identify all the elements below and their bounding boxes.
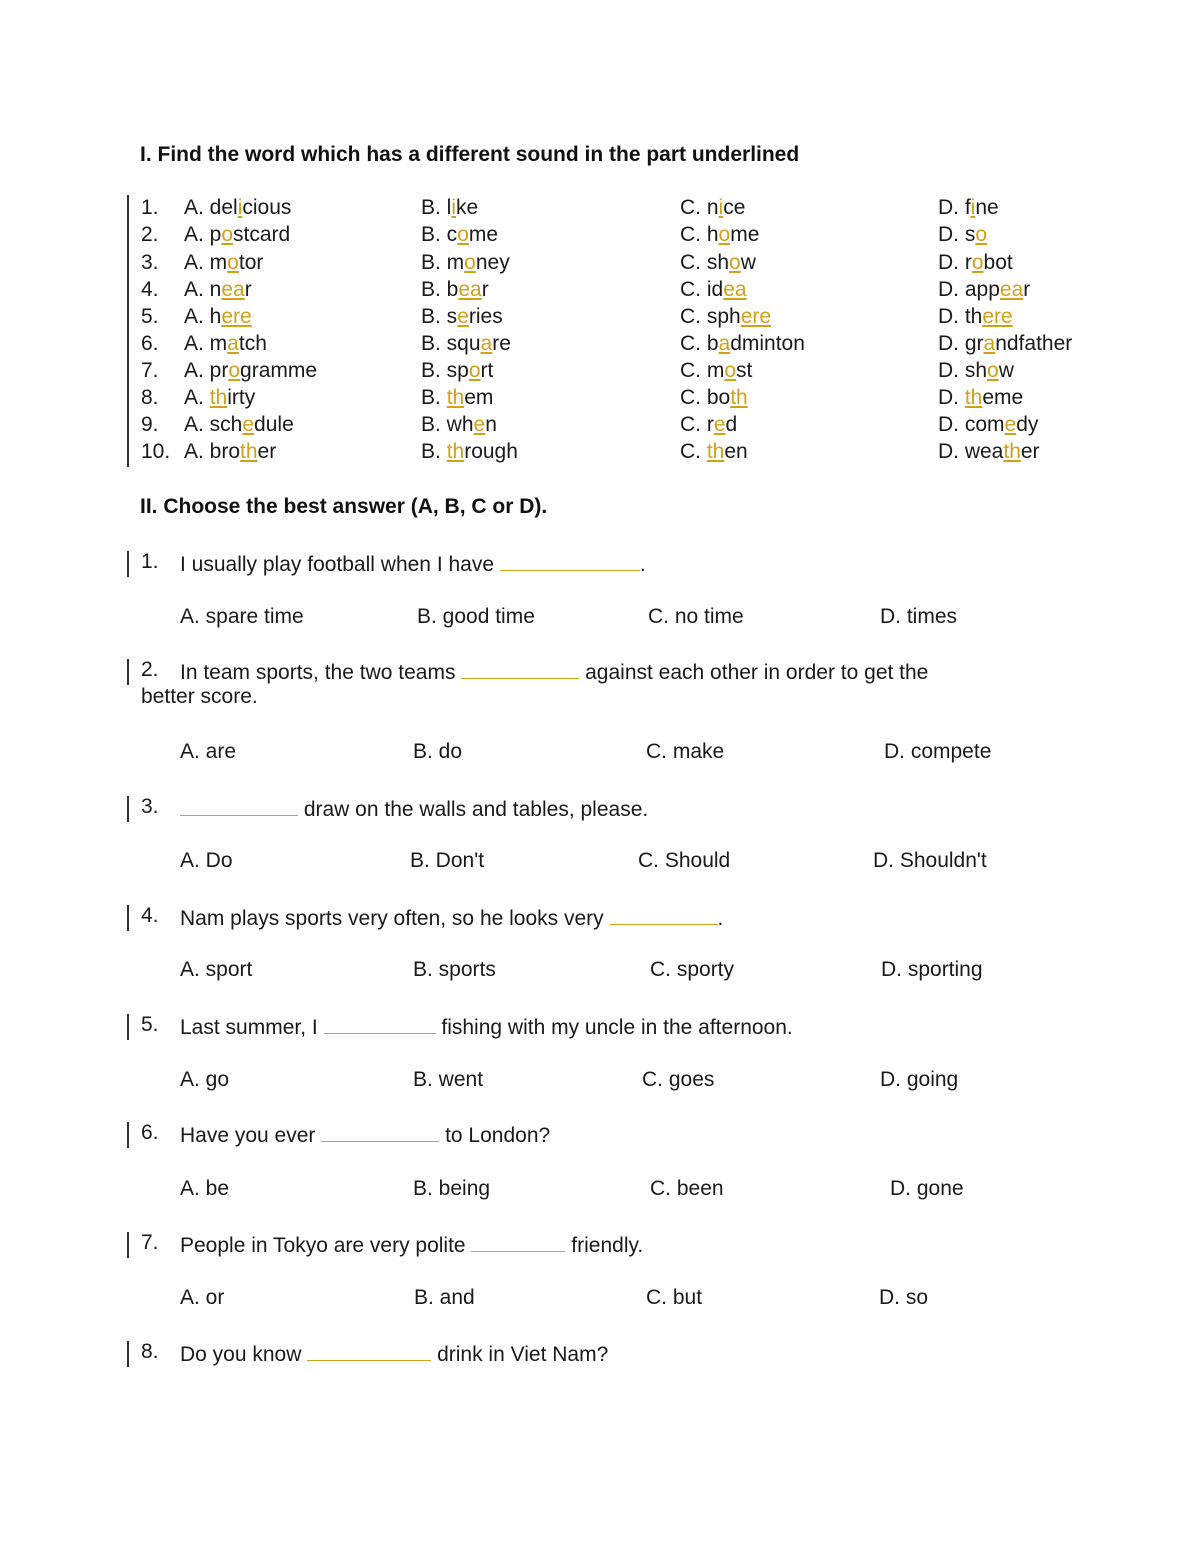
- question-text-before-blank: I usually play football when I have: [180, 553, 500, 576]
- option-d: [938, 305, 1013, 329]
- answer-option-d: D. times: [880, 605, 958, 628]
- underlined-letters: o: [228, 359, 241, 382]
- question-text: [180, 1231, 643, 1258]
- word-part: D.: [938, 386, 965, 409]
- question-text-after-blank: to London?: [439, 1124, 551, 1147]
- answer-blank: [461, 658, 579, 679]
- word-part: ce: [723, 196, 746, 219]
- question-margin-bar: [127, 659, 129, 685]
- question-number: 7.: [141, 1231, 159, 1254]
- answer-option-d: D. gone: [890, 1177, 964, 1200]
- question-margin-bar: [127, 905, 129, 931]
- question-text-after-blank: fishing with my uncle in the afternoon.: [435, 1016, 793, 1039]
- item-number: 3.: [141, 251, 159, 274]
- word-part: B. l: [421, 196, 452, 219]
- option-c: [680, 440, 748, 464]
- underlined-letters: o: [457, 223, 469, 246]
- answer-option-c: C. no time: [648, 605, 744, 628]
- word-part: A. sch: [184, 413, 243, 436]
- option-d: [938, 386, 1023, 410]
- question-text: [180, 1121, 550, 1148]
- underlined-letters: ere: [740, 305, 772, 328]
- underlined-letters: ea: [458, 278, 482, 301]
- answer-option-d: D. going: [880, 1068, 959, 1091]
- underlined-letters: th: [240, 440, 258, 463]
- word-part: C. r: [680, 413, 714, 436]
- answer-option-c: C. Should: [638, 849, 731, 872]
- item-number: 1.: [141, 196, 159, 219]
- option-a: [184, 386, 255, 410]
- word-part: D. th: [938, 305, 983, 328]
- answer-blank: [307, 1340, 431, 1361]
- option-a: [184, 196, 291, 220]
- underlined-letters: o: [975, 223, 988, 246]
- word-part: r: [244, 278, 252, 301]
- word-part: A.: [184, 386, 210, 409]
- option-b: [421, 305, 503, 329]
- word-part: A. h: [184, 305, 222, 328]
- option-d: [938, 251, 1013, 275]
- word-part: B. sp: [421, 359, 469, 382]
- option-a: [184, 440, 276, 464]
- word-part: rt: [480, 359, 494, 382]
- word-part: r: [1023, 278, 1031, 301]
- word-part: me: [468, 223, 499, 246]
- word-part: me: [730, 223, 760, 246]
- option-b: [421, 278, 489, 302]
- underlined-letters: ea: [221, 278, 245, 301]
- underlined-letters: th: [446, 440, 465, 463]
- question-number: 5.: [141, 1013, 159, 1036]
- word-part: ndfather: [995, 332, 1073, 355]
- underlined-letters: th: [730, 386, 748, 409]
- word-part: D. s: [938, 223, 976, 246]
- question-text-after-blank: .: [639, 553, 646, 576]
- word-part: D. sh: [938, 359, 988, 382]
- underlined-letters: ere: [221, 305, 252, 328]
- answer-blank: [610, 904, 718, 925]
- underlined-letters: th: [209, 386, 228, 409]
- word-part: D. r: [938, 251, 972, 274]
- option-a: [184, 413, 294, 437]
- option-d: [938, 278, 1030, 302]
- underlined-letters: th: [446, 386, 465, 409]
- word-part: D. app: [938, 278, 1000, 301]
- word-part: B. c: [421, 223, 458, 246]
- question-margin-bar: [127, 1014, 129, 1040]
- item-number: 9.: [141, 413, 159, 436]
- question-text-before-blank: Last summer, I: [180, 1016, 324, 1039]
- underlined-letters: e: [713, 413, 726, 436]
- word-part: A. pr: [184, 359, 229, 382]
- underlined-letters: ere: [982, 305, 1013, 328]
- word-part: C. sph: [680, 305, 741, 328]
- question-text-before-blank: Nam plays sports very often, so he looks very: [180, 907, 610, 930]
- word-part: st: [736, 359, 753, 382]
- underlined-letters: o: [971, 251, 984, 274]
- answer-option-a: A. or: [180, 1286, 225, 1309]
- word-part: gramme: [240, 359, 318, 382]
- option-a: [184, 278, 252, 302]
- question-text: [180, 1013, 793, 1040]
- question-text-before-blank: Have you ever: [180, 1124, 322, 1147]
- answer-blank: [471, 1231, 565, 1252]
- underlined-letters: a: [718, 332, 731, 355]
- word-part: B.: [421, 386, 447, 409]
- question-text-before-blank: In team sports, the two teams: [180, 661, 462, 684]
- word-part: em: [464, 386, 494, 409]
- word-part: B.: [421, 440, 447, 463]
- underlined-letters: e: [242, 413, 255, 436]
- answer-blank: [500, 550, 640, 571]
- word-part: tor: [238, 251, 264, 274]
- word-part: d: [725, 413, 738, 436]
- answer-option-c: C. been: [650, 1177, 724, 1200]
- word-part: cious: [242, 196, 292, 219]
- word-part: eme: [982, 386, 1024, 409]
- option-a: [184, 332, 267, 356]
- question-number: 1.: [141, 550, 159, 573]
- word-part: dy: [1016, 413, 1039, 436]
- underlined-letters: i: [451, 196, 457, 219]
- answer-option-a: A. are: [180, 740, 237, 763]
- underlined-letters: e: [457, 305, 469, 328]
- question-text-before-blank: Do you know: [180, 1343, 308, 1366]
- option-c: [680, 386, 748, 410]
- answer-blank: [321, 1121, 439, 1142]
- option-d: [938, 332, 1072, 356]
- word-part: tch: [238, 332, 267, 355]
- underlined-letters: ea: [999, 278, 1024, 301]
- option-a: [184, 305, 252, 329]
- word-part: ne: [975, 196, 999, 219]
- option-d: [938, 359, 1014, 383]
- underlined-letters: o: [464, 251, 476, 274]
- answer-option-b: B. sports: [413, 958, 496, 981]
- item-number: 2.: [141, 223, 159, 246]
- underlined-letters: i: [237, 196, 243, 219]
- option-b: [421, 359, 493, 383]
- option-c: [680, 413, 737, 437]
- option-d: [938, 440, 1040, 464]
- word-part: r: [481, 278, 489, 301]
- question-number: 2.: [141, 658, 159, 681]
- word-part: ney: [475, 251, 510, 274]
- option-c: [680, 359, 752, 383]
- word-part: C. bo: [680, 386, 731, 409]
- option-c: [680, 251, 756, 275]
- underlined-letters: o: [724, 359, 737, 382]
- answer-option-b: B. and: [414, 1286, 475, 1309]
- word-part: D. com: [938, 413, 1005, 436]
- answer-option-a: A. sport: [180, 958, 253, 981]
- underlined-letters: i: [718, 196, 724, 219]
- answer-option-a: A. be: [180, 1177, 230, 1200]
- option-b: [421, 223, 498, 247]
- question-margin-bar: [127, 1341, 129, 1367]
- answer-option-d: D. so: [879, 1286, 929, 1309]
- word-part: er: [1020, 440, 1040, 463]
- answer-option-d: D. Shouldn't: [873, 849, 987, 872]
- word-part: A. n: [184, 278, 222, 301]
- word-part: w: [998, 359, 1014, 382]
- underlined-letters: th: [706, 440, 725, 463]
- option-c: [680, 305, 771, 329]
- word-part: dminton: [730, 332, 805, 355]
- word-part: stcard: [233, 223, 291, 246]
- question-text-after-blank: friendly.: [565, 1234, 644, 1257]
- answer-option-d: D. compete: [884, 740, 992, 763]
- word-part: ke: [456, 196, 479, 219]
- question-text-after-blank: draw on the walls and tables, please.: [298, 798, 649, 821]
- option-b: [421, 196, 478, 220]
- word-part: n: [485, 413, 497, 436]
- word-part: A. bro: [184, 440, 241, 463]
- option-b: [421, 440, 518, 464]
- word-part: A. m: [184, 332, 228, 355]
- answer-option-a: A. Do: [180, 849, 233, 872]
- item-number: 8.: [141, 386, 159, 409]
- answer-blank: [180, 795, 298, 816]
- option-c: [680, 196, 745, 220]
- option-d: [938, 196, 999, 220]
- word-part: dule: [254, 413, 294, 436]
- question-text-continued: better score.: [141, 685, 258, 708]
- question-number: 8.: [141, 1340, 159, 1363]
- word-part: D. gr: [938, 332, 984, 355]
- underlined-letters: i: [970, 196, 976, 219]
- word-part: C.: [680, 440, 707, 463]
- underlined-letters: o: [468, 359, 481, 382]
- word-part: C. m: [680, 359, 725, 382]
- answer-option-b: B. being: [413, 1177, 491, 1200]
- underlined-letters: e: [473, 413, 486, 436]
- option-d: [938, 413, 1038, 437]
- question-margin-bar: [127, 551, 129, 577]
- answer-option-b: B. Don't: [410, 849, 485, 872]
- underlined-letters: o: [729, 251, 741, 274]
- underlined-letters: th: [1003, 440, 1021, 463]
- option-b: [421, 251, 510, 275]
- option-c: [680, 278, 747, 302]
- answer-option-b: B. good time: [417, 605, 535, 628]
- word-part: re: [492, 332, 511, 355]
- underlined-letters: a: [480, 332, 493, 355]
- question-text-after-blank: .: [717, 907, 724, 930]
- word-part: D. wea: [938, 440, 1004, 463]
- item-number: 6.: [141, 332, 159, 355]
- underlined-letters: o: [987, 359, 999, 382]
- option-b: [421, 413, 497, 437]
- question-number: 6.: [141, 1121, 159, 1144]
- question-number: 3.: [141, 795, 159, 818]
- word-part: rough: [464, 440, 518, 463]
- answer-option-c: C. make: [646, 740, 725, 763]
- word-part: ries: [468, 305, 503, 328]
- underlined-letters: th: [964, 386, 983, 409]
- section-1-heading: I. Find the word which has a different sound in the part underlined: [140, 143, 800, 166]
- question-text-after-blank: against each other in order to get the: [579, 661, 929, 684]
- underlined-letters: o: [221, 223, 234, 246]
- word-part: B. wh: [421, 413, 474, 436]
- item-number: 4.: [141, 278, 159, 301]
- word-part: D. f: [938, 196, 971, 219]
- question-number: 4.: [141, 904, 159, 927]
- answer-blank: [324, 1013, 436, 1034]
- question-text: [180, 1340, 608, 1367]
- word-part: A. del: [184, 196, 238, 219]
- question-margin-bar: [127, 1122, 129, 1148]
- question-text: [180, 658, 928, 685]
- word-part: B. m: [421, 251, 465, 274]
- option-a: [184, 359, 317, 383]
- answer-option-c: C. goes: [642, 1068, 715, 1091]
- option-a: [184, 251, 263, 275]
- underlined-letters: o: [227, 251, 239, 274]
- option-a: [184, 223, 290, 247]
- word-part: C. sh: [680, 251, 730, 274]
- question-text-before-blank: People in Tokyo are very polite: [180, 1234, 472, 1257]
- item-number: 5.: [141, 305, 159, 328]
- item-number: 10.: [141, 440, 171, 463]
- word-part: B. squ: [421, 332, 481, 355]
- underlined-letters: a: [983, 332, 996, 355]
- option-b: [421, 386, 493, 410]
- answer-option-b: B. do: [413, 740, 463, 763]
- word-part: C. h: [680, 223, 719, 246]
- word-part: A. m: [184, 251, 228, 274]
- word-part: er: [257, 440, 277, 463]
- option-c: [680, 332, 805, 356]
- underlined-letters: e: [1004, 413, 1017, 436]
- word-part: C. id: [680, 278, 724, 301]
- word-part: bot: [983, 251, 1013, 274]
- question-text-after-blank: drink in Viet Nam?: [431, 1343, 609, 1366]
- word-part: C. b: [680, 332, 719, 355]
- question-text: [180, 795, 648, 822]
- option-b: [421, 332, 511, 356]
- underlined-letters: o: [718, 223, 731, 246]
- option-d: [938, 223, 987, 247]
- underlined-letters: a: [227, 332, 239, 355]
- answer-option-a: A. go: [180, 1068, 230, 1091]
- section-2-heading: II. Choose the best answer (A, B, C or D).: [140, 495, 548, 518]
- answer-option-c: C. sporty: [650, 958, 735, 981]
- word-part: irty: [227, 386, 256, 409]
- word-part: en: [724, 440, 748, 463]
- answer-option-c: C. but: [646, 1286, 703, 1309]
- question-margin-bar: [127, 796, 129, 822]
- word-part: B. s: [421, 305, 458, 328]
- answer-option-a: A. spare time: [180, 605, 304, 628]
- question-text: [180, 550, 646, 577]
- word-part: B. b: [421, 278, 459, 301]
- word-part: A. p: [184, 223, 222, 246]
- word-part: w: [740, 251, 756, 274]
- section-1-margin-bar: [127, 195, 129, 467]
- answer-option-d: D. sporting: [881, 958, 983, 981]
- answer-option-b: B. went: [413, 1068, 484, 1091]
- word-part: C. n: [680, 196, 719, 219]
- question-text: [180, 904, 723, 931]
- item-number: 7.: [141, 359, 159, 382]
- question-margin-bar: [127, 1232, 129, 1258]
- option-c: [680, 223, 759, 247]
- underlined-letters: ea: [723, 278, 747, 301]
